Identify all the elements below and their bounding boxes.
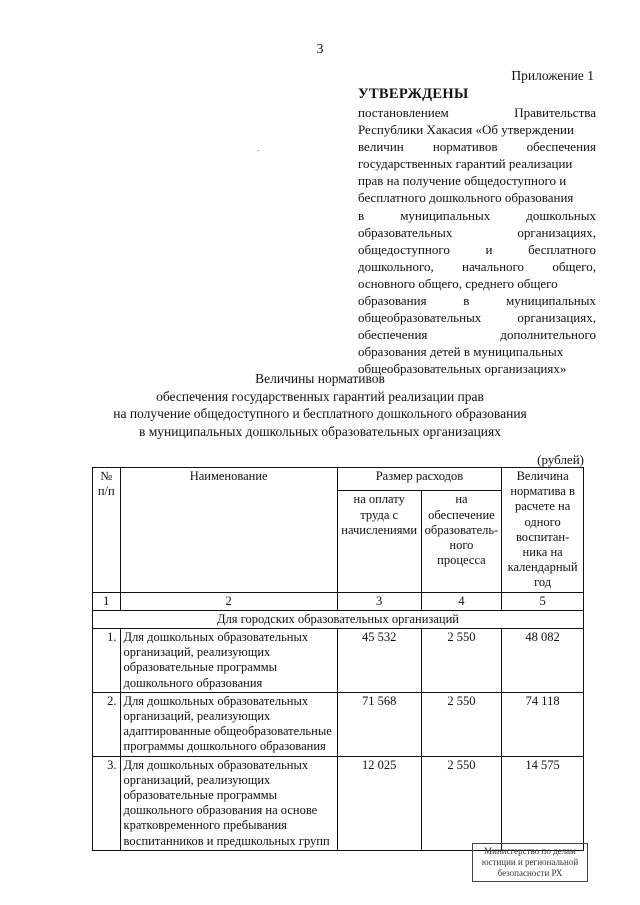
approval-word: общедоступного [358, 241, 450, 257]
approval-line [358, 207, 596, 224]
title-line: обеспечения государственных гарантий реализации прав [156, 388, 484, 404]
approval-word: Правительства [514, 105, 596, 120]
approval-word: бесплатного [528, 241, 596, 257]
header-name: Наименование [120, 468, 337, 593]
units-label: (рублей) [537, 452, 584, 467]
title-line: Величины нормативов [255, 371, 385, 386]
approval-line [358, 343, 596, 360]
row-name: Для дошкольных образовательных организаций, реализующих образовательные программы дошкольного образования [120, 629, 337, 693]
approval-word: начального [462, 258, 525, 274]
row-labor: 12 025 [337, 756, 421, 850]
approval-line [358, 155, 596, 172]
row-labor: 45 532 [337, 629, 421, 693]
row-num: 3. [93, 756, 121, 850]
approval-line [358, 138, 596, 155]
approval-word: и [485, 241, 493, 257]
approval-word: прав на получение общедоступного и [358, 173, 567, 189]
approval-word: обеспечения [526, 139, 596, 155]
document-title [0, 370, 640, 440]
approval-word: величин [358, 139, 404, 155]
approval-word: организациях, [517, 224, 596, 240]
row-process: 2 550 [421, 692, 502, 756]
approval-word: дополнительного [500, 327, 596, 343]
approval-line [358, 326, 596, 343]
table-row [93, 629, 584, 693]
header-num: № п/п [93, 468, 121, 593]
page-number: 3 [316, 42, 324, 57]
header-norm: Величина норматива в расчете на одного воспитан-ника на календарный год [502, 468, 584, 593]
approval-word: постановлением [358, 105, 449, 120]
header-expenses: Размер расходов [337, 468, 502, 491]
approval-word: муниципальных [505, 293, 596, 309]
table-row [93, 692, 584, 756]
row-norm: 74 118 [502, 692, 584, 756]
approval-line [358, 104, 596, 121]
approval-line [358, 309, 596, 326]
scan-dot [258, 150, 259, 151]
approved-heading: УТВЕРЖДЕНЫ [358, 86, 469, 102]
approval-word: нормативов [432, 139, 498, 155]
row-process: 2 550 [421, 756, 502, 850]
approval-line [358, 172, 596, 189]
approval-word: организациях, [517, 310, 596, 326]
approval-word: общеобразовательных [358, 310, 482, 326]
approval-word: общего, [552, 258, 596, 274]
approval-word: образования детей в муниципальных [358, 344, 564, 360]
col-number: 2 [120, 592, 337, 610]
approval-line [358, 292, 596, 309]
col-number: 4 [421, 592, 502, 610]
section-title: Для городских образовательных организаций [93, 610, 584, 628]
row-norm: 48 082 [502, 629, 584, 693]
registration-stamp: Минисгерство по делам юстиции и региональной безопасности РХ [472, 843, 588, 882]
approval-word: дошкольных [526, 207, 596, 223]
approval-word: основного общего, среднего общего [358, 275, 558, 291]
norms-table [92, 467, 584, 851]
table-row [93, 756, 584, 850]
approval-word: обеспечения [358, 327, 428, 343]
header-labor: на оплату труда с начислениями [337, 491, 421, 592]
col-number: 3 [337, 592, 421, 610]
approval-word: муниципальных [400, 207, 491, 223]
approval-word: бесплатного дошкольного образования [358, 190, 574, 206]
approval-word: в [463, 293, 470, 309]
col-number: 5 [502, 592, 584, 610]
row-name: Для дошкольных образовательных организаций, реализующих адаптированные общеобразовательные программы дошкольного образования [120, 692, 337, 756]
row-num: 2. [93, 692, 121, 756]
approval-text [358, 104, 596, 378]
column-numbers-row [93, 592, 584, 610]
approval-line [358, 121, 596, 138]
approval-line [358, 241, 596, 258]
approval-word: Республики Хакасия «Об утверждении [358, 122, 574, 138]
appendix-label: Приложение 1 [511, 68, 594, 83]
row-process: 2 550 [421, 629, 502, 693]
approval-line [358, 189, 596, 206]
approval-word: в [358, 207, 365, 223]
table-header-row [93, 468, 584, 491]
row-norm: 14 575 [502, 756, 584, 850]
approval-word: образования [358, 293, 427, 309]
approval-word: общеобразовательных организациях» [358, 361, 567, 377]
approval-word: государственных гарантий реализации [358, 156, 573, 172]
approval-line [358, 258, 596, 275]
approval-word: образовательных [358, 224, 453, 240]
approval-word: дошкольного, [358, 258, 434, 274]
approval-line [358, 224, 596, 241]
title-line: на получение общедоступного и бесплатного дошкольного образования [113, 406, 527, 421]
approval-line [358, 275, 596, 292]
row-labor: 71 568 [337, 692, 421, 756]
title-line: в муниципальных дошкольных образовательных организациях [139, 423, 501, 439]
header-process: на обеспечение образователь-ного процесса [421, 491, 502, 592]
col-number: 1 [93, 592, 121, 610]
row-num: 1. [93, 629, 121, 693]
row-name: Для дошкольных образовательных организаций, реализующих образовательные программы дошкольного образования на основе кратковременного пребывания воспитанников и предшкольных групп [120, 756, 337, 850]
section-row [93, 610, 584, 628]
